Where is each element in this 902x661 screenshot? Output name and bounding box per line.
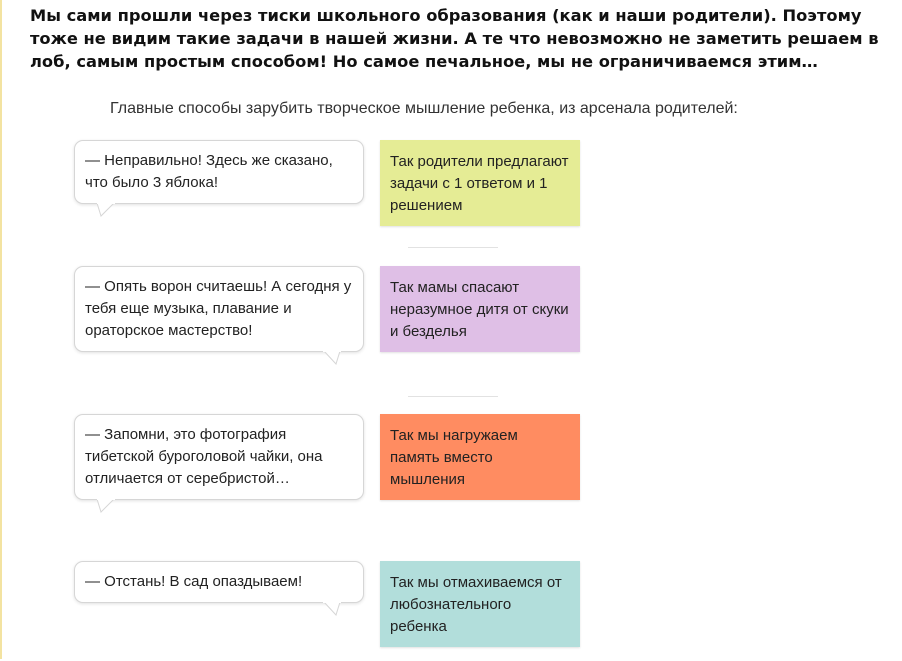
speech-tail-icon xyxy=(97,499,115,513)
sticky-note-text: Так родители предлагают задачи с 1 ответом и 1 решением xyxy=(390,153,569,214)
intro-paragraph: Мы сами прошли через тиски школьного образования (как и наши родители). Поэтому тоже не видим такие задачи в нашей жизни. А те что невозможно не заметить решаем в лоб, самым простым способом! Но самое печальное, мы не ограничиваемся этим… xyxy=(30,6,879,71)
speech-tail-icon xyxy=(323,602,341,616)
row-divider xyxy=(408,247,498,248)
speech-bubble-1 xyxy=(74,140,364,204)
sticky-note-2 xyxy=(380,266,580,352)
sticky-note-text: Так мы нагружаем память вместо мышления xyxy=(390,427,518,488)
sticky-note-1 xyxy=(380,140,580,226)
speech-tail-icon xyxy=(323,351,341,365)
sticky-note-4 xyxy=(380,561,580,647)
row-divider xyxy=(408,396,498,397)
sticky-note-text: Так мы отмахиваемся от любознательного ребенка xyxy=(390,574,562,635)
method-row-4 xyxy=(0,561,902,661)
speech-bubble-4 xyxy=(74,561,364,603)
method-row-3 xyxy=(0,414,902,514)
speech-bubble-2 xyxy=(74,266,364,352)
sticky-note-3 xyxy=(380,414,580,500)
sticky-note-text: Так мамы спасают неразумное дитя от скуки и безделья xyxy=(390,279,569,340)
speech-bubble-text: — Опять ворон считаешь! А сегодня у тебя еще музыка, плавание и ораторское мастерство! xyxy=(85,278,352,339)
method-row-1 xyxy=(0,140,902,240)
section-subtitle: Главные способы зарубить творческое мышление ребенка, из арсенала родителей: xyxy=(110,100,738,117)
speech-bubble-text: — Неправильно! Здесь же сказано, что было 3 яблока! xyxy=(85,152,333,191)
method-row-2 xyxy=(0,266,902,366)
speech-bubble-text: — Отстань! В сад опаздываем! xyxy=(85,573,303,590)
speech-tail-icon xyxy=(97,203,115,217)
speech-bubble-text: — Запомни, это фотография тибетской буроголовой чайки, она отличается от серебристой… xyxy=(85,426,323,487)
speech-bubble-3 xyxy=(74,414,364,500)
